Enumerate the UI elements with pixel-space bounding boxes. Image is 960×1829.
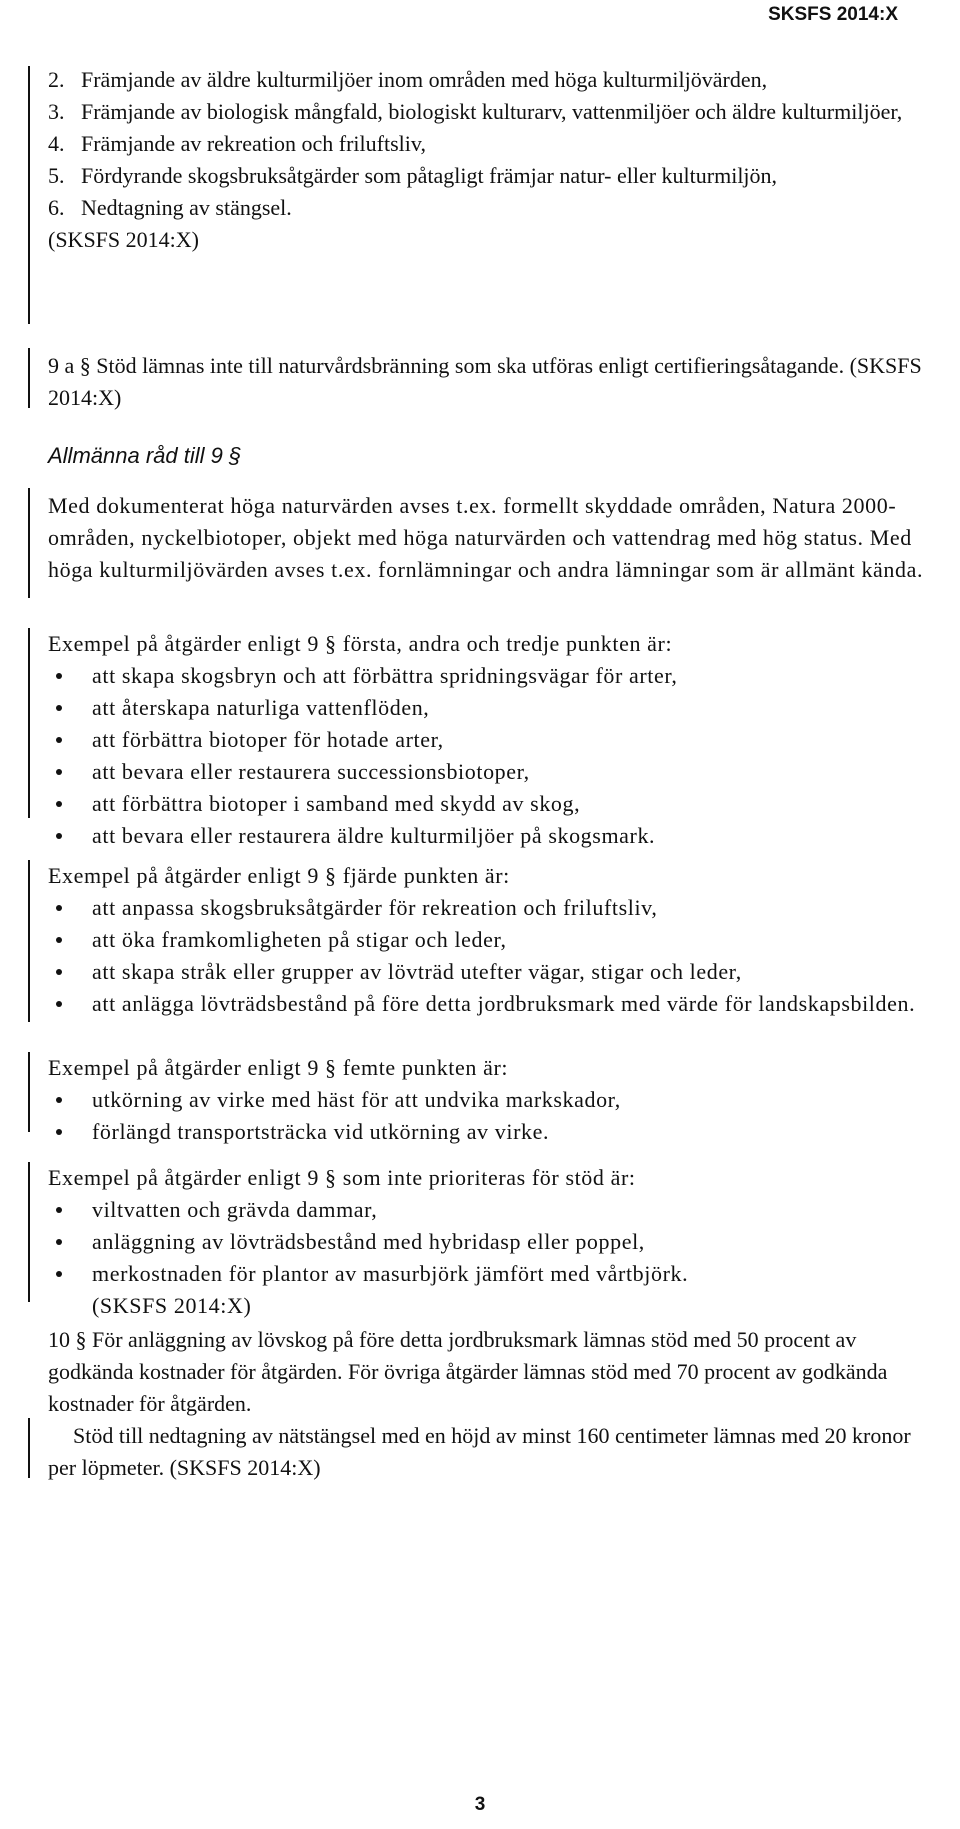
list-item-text: Fördyrande skogsbruksåtgärder som påtagligt främjar natur- eller kulturmiljön, [81,163,778,188]
bullet-item: viltvatten och grävda dammar, [48,1194,928,1226]
list-item-text: Främjande av biologisk mångfald, biologiskt kulturarv, vattenmiljöer och äldre kulturmiljöer, [81,99,903,124]
change-bar [28,1052,30,1132]
list-item-number: 2. [48,67,65,92]
bullet-item: att förbättra biotoper för hotade arter, [48,724,928,756]
general-advice-title: Allmänna råd till 9 § [48,443,242,468]
bullet-item: att anpassa skogsbruksåtgärder för rekreation och friluftsliv, [48,892,928,924]
bullet-item: att skapa stråk eller grupper av lövträd utefter vägar, stigar och leder, [48,956,928,988]
paragraph-10 [48,1324,928,1484]
change-bar [28,348,30,408]
list-item [48,160,928,192]
list-item-text: Nedtagning av stängsel. [81,195,292,220]
bullet-item: att öka framkomligheten på stigar och leder, [48,924,928,956]
list-item-text: Främjande av äldre kulturmiljöer inom områden med höga kulturmiljövärden, [81,67,768,92]
bullet-item: merkostnaden för plantor av masurbjörk jämfört med vårtbjörk. [48,1258,928,1290]
bullet-list [48,660,928,852]
list-item [48,64,928,96]
bullet-item: att anlägga lövträdsbestånd på före detta jordbruksmark med värde för landskapsbilden. [48,988,928,1020]
example-group-3 [48,1052,928,1148]
numbered-list [48,64,928,224]
page-number: 3 [474,1794,486,1815]
bullet-item: att återskapa naturliga vattenflöden, [48,692,928,724]
change-bar [28,488,30,598]
header-regulation-code: SKSFS 2014:X [768,4,898,25]
change-bar [28,66,30,324]
bullet-item: att skapa skogsbryn och att förbättra spridningsvägar för arter, [48,660,928,692]
list-item [48,96,928,128]
numbered-list-block [48,64,928,256]
bullet-item: att förbättra biotoper i samband med skydd av skog, [48,788,928,820]
example-group-reference: (SKSFS 2014:X) [92,1293,252,1318]
list-item-number: 6. [48,195,65,220]
paragraph-10-first: 10 § För anläggning av lövskog på före detta jordbruksmark lämnas stöd med 50 procent av godkända kostnader för åtgärden. För övriga åtgärder lämnas stöd med 70 procent av godkända kostnader för åtgärden. [48,1327,888,1416]
list-item [48,128,928,160]
bullet-item: utkörning av virke med häst för att undvika markskador, [48,1084,928,1116]
paragraph-9a: 9 a § Stöd lämnas inte till naturvårdsbränning som ska utföras enligt certifieringsåtagande. (SKSFS 2014:X) [48,353,922,410]
bullet-item: att bevara eller restaurera successionsbiotoper, [48,756,928,788]
bullet-list [48,892,928,1020]
general-advice-text: Med dokumenterat höga naturvärden avses t.ex. formellt skyddade områden, Natura 2000-områden, nyckelbiotoper, objekt med höga naturvärden och vattendrag med hög status. Med höga kulturmiljövärden avses t.ex. fornlämningar och andra lämningar som är allmänt kända. [48,493,924,582]
example-intro: Exempel på åtgärder enligt 9 § som inte prioriteras för stöd är: [48,1165,636,1190]
example-group-1 [48,628,928,852]
change-bar [28,1162,30,1302]
example-group-4 [48,1162,928,1322]
list-item-number: 3. [48,99,65,124]
change-bar [28,860,30,1022]
paragraph-10-second: Stöd till nedtagning av nätstängsel med en höjd av minst 160 centimeter lämnas med 20 kronor per löpmeter. (SKSFS 2014:X) [48,1423,911,1480]
list-item-text: Främjande av rekreation och friluftsliv, [81,131,426,156]
list-item [48,192,928,224]
list-item-number: 5. [48,163,65,188]
bullet-item: förlängd transportsträcka vid utkörning av virke. [48,1116,928,1148]
bullet-list [48,1084,928,1148]
bullet-item: att bevara eller restaurera äldre kulturmiljöer på skogsmark. [48,820,928,852]
bullet-list [48,1194,928,1290]
example-intro: Exempel på åtgärder enligt 9 § femte punkten är: [48,1055,509,1080]
change-bar [28,1418,30,1478]
example-intro: Exempel på åtgärder enligt 9 § första, andra och tredje punkten är: [48,631,673,656]
example-intro: Exempel på åtgärder enligt 9 § fjärde punkten är: [48,863,510,888]
example-group-2 [48,860,928,1020]
bullet-item: anläggning av lövträdsbestånd med hybridasp eller poppel, [48,1226,928,1258]
list-reference: (SKSFS 2014:X) [48,227,199,252]
change-bar [28,628,30,818]
list-item-number: 4. [48,131,65,156]
